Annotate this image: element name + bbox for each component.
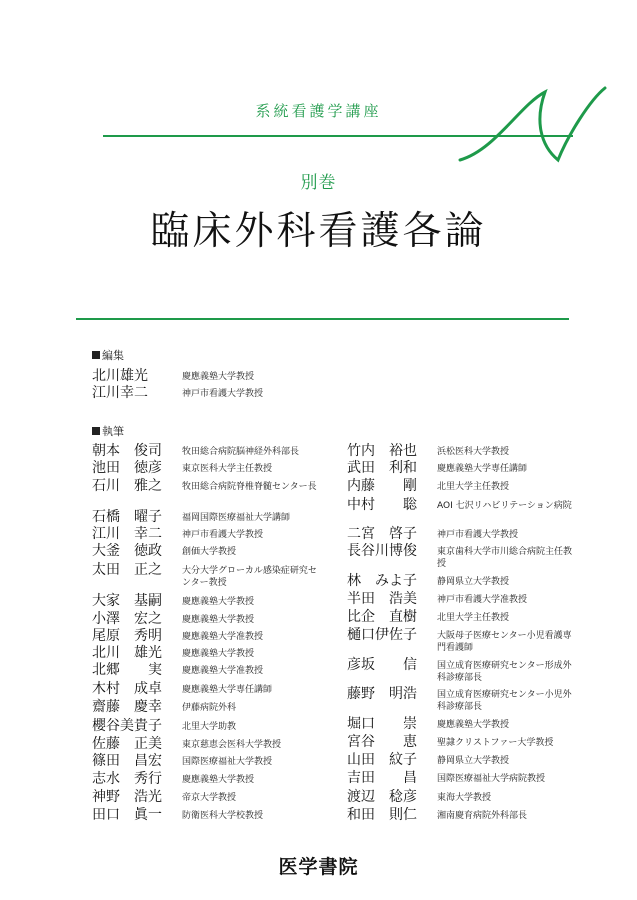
author-entry xyxy=(92,562,322,589)
author-entry xyxy=(347,526,572,543)
author-entry xyxy=(92,478,322,495)
author-name: 和田 則仁 xyxy=(347,807,417,823)
author-affiliation: 神戸市看護大学教授 xyxy=(182,530,264,540)
author-entry xyxy=(347,478,572,495)
author-entry xyxy=(92,543,322,560)
author-affiliation: 慶應義塾大学教授 xyxy=(437,720,510,730)
author-entry xyxy=(92,807,322,824)
author-affiliation: 国立成育医療研究センター形成外科診療部長 xyxy=(437,661,572,683)
author-name: 渡辺 稔彦 xyxy=(347,789,417,805)
author-name: 大家 基嗣 xyxy=(92,593,162,609)
author-entry xyxy=(92,771,322,788)
author-entry xyxy=(347,627,572,654)
author-name: 北郷 実 xyxy=(92,662,162,678)
author-name: 佐藤 正美 xyxy=(92,736,162,752)
author-entry xyxy=(92,460,322,477)
author-name: 小澤 宏之 xyxy=(92,611,162,627)
author-entry xyxy=(92,681,322,698)
authors-heading: 執筆 xyxy=(92,423,124,439)
author-name: 半田 浩美 xyxy=(347,591,417,607)
author-affiliation: 大分大学グローカル感染症研究センター教授 xyxy=(182,566,317,588)
author-affiliation: 防衛医科大学校教授 xyxy=(182,811,264,821)
author-name: 林 みよ子 xyxy=(347,573,417,589)
author-name: 山田 紋子 xyxy=(347,752,417,768)
author-name: 長谷川博俊 xyxy=(347,543,417,559)
author-name: 篠田 昌宏 xyxy=(92,753,162,769)
author-name: 櫻谷美貴子 xyxy=(92,718,162,734)
author-affiliation: 北里大学主任教授 xyxy=(437,613,510,623)
editor-name: 北川雄光 xyxy=(92,368,148,384)
author-name: 比企 直樹 xyxy=(347,609,417,625)
author-affiliation: 福岡国際医療福祉大学講師 xyxy=(182,513,291,523)
author-entry xyxy=(92,611,322,628)
author-entry xyxy=(347,460,572,477)
author-affiliation: 東京歯科大学市川総合病院主任教授 xyxy=(437,547,573,569)
author-entry xyxy=(92,443,322,460)
author-affiliation: 国際医療福祉大学病院教授 xyxy=(437,774,546,784)
author-name: 二宮 啓子 xyxy=(347,526,417,542)
book-title: 臨床外科看護各論 xyxy=(150,209,487,254)
author-name: 彦坂 信 xyxy=(347,657,417,673)
editor-affiliation: 慶應義塾大学教授 xyxy=(182,372,255,382)
volume-label: 別巻 xyxy=(300,173,337,193)
author-affiliation: 慶應義塾大学教授 xyxy=(182,775,255,785)
author-entry xyxy=(92,699,322,716)
author-affiliation: 浜松医科大学教授 xyxy=(437,447,510,457)
author-affiliation: 慶應義塾大学専任講師 xyxy=(437,464,528,474)
author-name: 堀口 崇 xyxy=(347,716,417,732)
author-entry xyxy=(347,752,572,769)
author-affiliation: 牧田総合病院脊椎脊髄センター長 xyxy=(182,482,317,492)
author-name: 木村 成卓 xyxy=(92,681,162,697)
square-bullet-icon xyxy=(92,427,100,435)
author-affiliation: 国立成育医療研究センター小児外科診療部長 xyxy=(437,690,572,712)
author-affiliation: 神戸市看護大学教授 xyxy=(437,530,519,540)
author-name: 太田 正之 xyxy=(92,562,162,578)
author-name: 宮谷 恵 xyxy=(347,734,417,750)
editor-entry xyxy=(92,368,322,385)
author-affiliation: 湘南慶育病院外科部長 xyxy=(437,811,528,821)
author-affiliation: 創価大学教授 xyxy=(182,547,237,557)
author-name: 齋藤 慶幸 xyxy=(92,699,162,715)
author-affiliation: 慶應義塾大学教授 xyxy=(182,597,255,607)
author-name: 吉田 昌 xyxy=(347,770,417,786)
author-affiliation: 静岡県立大学教授 xyxy=(437,756,510,766)
author-affiliation: 大阪母子医療センター小児看護専門看護師 xyxy=(437,631,572,653)
author-affiliation: 牧田総合病院脳神経外科部長 xyxy=(182,447,300,457)
author-entry xyxy=(347,734,572,751)
author-affiliation: 慶應義塾大学教授 xyxy=(182,649,255,659)
author-name: 武田 利和 xyxy=(347,460,417,476)
author-affiliation: 北里大学助教 xyxy=(182,722,237,732)
author-name: 朝本 俊司 xyxy=(92,443,162,459)
author-entry xyxy=(347,443,572,460)
author-entry xyxy=(347,657,572,684)
author-name: 田口 眞一 xyxy=(92,807,162,823)
square-bullet-icon xyxy=(92,351,100,359)
author-affiliation: 慶應義塾大学准教授 xyxy=(182,666,264,676)
author-affiliation: AOI 七沢リハビリテーション病院 xyxy=(437,501,572,511)
author-name: 石橋 曜子 xyxy=(92,509,162,525)
author-name: 内藤 剛 xyxy=(347,478,417,494)
author-affiliation: 聖隷クリストファー大学教授 xyxy=(437,738,554,748)
author-name: 樋口伊佐子 xyxy=(347,627,417,643)
author-name: 大釜 徳政 xyxy=(92,543,162,559)
author-name: 石川 雅之 xyxy=(92,478,162,494)
author-entry xyxy=(92,509,322,526)
author-entry xyxy=(347,609,572,626)
author-name: 北川 雄光 xyxy=(92,645,162,661)
author-affiliation: 帝京大学教授 xyxy=(182,793,237,803)
author-affiliation: 東京慈恵会医科大学教授 xyxy=(182,740,282,750)
author-entry xyxy=(347,591,572,608)
author-name: 竹内 裕也 xyxy=(347,443,417,459)
editor-name: 江川幸二 xyxy=(92,385,148,401)
author-name: 池田 徳彦 xyxy=(92,460,162,476)
author-entry xyxy=(92,645,322,662)
author-entry xyxy=(92,718,322,735)
author-affiliation: 慶應義塾大学専任講師 xyxy=(182,685,273,695)
author-entry xyxy=(347,807,572,824)
author-affiliation: 東海大学教授 xyxy=(437,793,492,803)
author-name: 江川 幸二 xyxy=(92,526,162,542)
editors-heading: 編集 xyxy=(92,347,124,363)
author-affiliation: 神戸市看護大学准教授 xyxy=(437,595,528,605)
author-affiliation: 北里大学主任教授 xyxy=(437,482,510,492)
author-entry xyxy=(92,753,322,770)
author-affiliation: 静岡県立大学教授 xyxy=(437,577,510,587)
author-name: 藤野 明浩 xyxy=(347,686,417,702)
author-entry xyxy=(347,573,572,590)
author-name: 志水 秀行 xyxy=(92,771,162,787)
author-affiliation: 東京医科大学主任教授 xyxy=(182,464,273,474)
mid-divider xyxy=(76,318,569,320)
author-entry xyxy=(347,789,572,806)
author-entry xyxy=(92,526,322,543)
author-entry xyxy=(347,686,572,713)
author-name: 尾原 秀明 xyxy=(92,628,162,644)
author-name: 神野 浩光 xyxy=(92,789,162,805)
author-entry xyxy=(347,770,572,787)
author-name: 中村 聡 xyxy=(347,497,417,513)
author-affiliation: 慶應義塾大学准教授 xyxy=(182,632,264,642)
series-name: 系統看護学講座 xyxy=(255,102,382,120)
author-entry xyxy=(347,716,572,733)
author-entry xyxy=(92,736,322,753)
author-affiliation: 伊藤病院外科 xyxy=(182,703,237,713)
publisher-name: 医学書院 xyxy=(278,856,359,878)
author-entry xyxy=(92,593,322,610)
author-entry xyxy=(92,628,322,645)
editor-affiliation: 神戸市看護大学教授 xyxy=(182,389,264,399)
author-affiliation: 慶應義塾大学教授 xyxy=(182,615,255,625)
author-entry xyxy=(92,662,322,679)
author-entry xyxy=(92,789,322,806)
editor-entry xyxy=(92,385,322,402)
author-entry xyxy=(347,497,572,514)
author-entry xyxy=(347,543,572,570)
author-affiliation: 国際医療福祉大学教授 xyxy=(182,757,273,767)
green-n-curve-icon xyxy=(440,80,610,170)
